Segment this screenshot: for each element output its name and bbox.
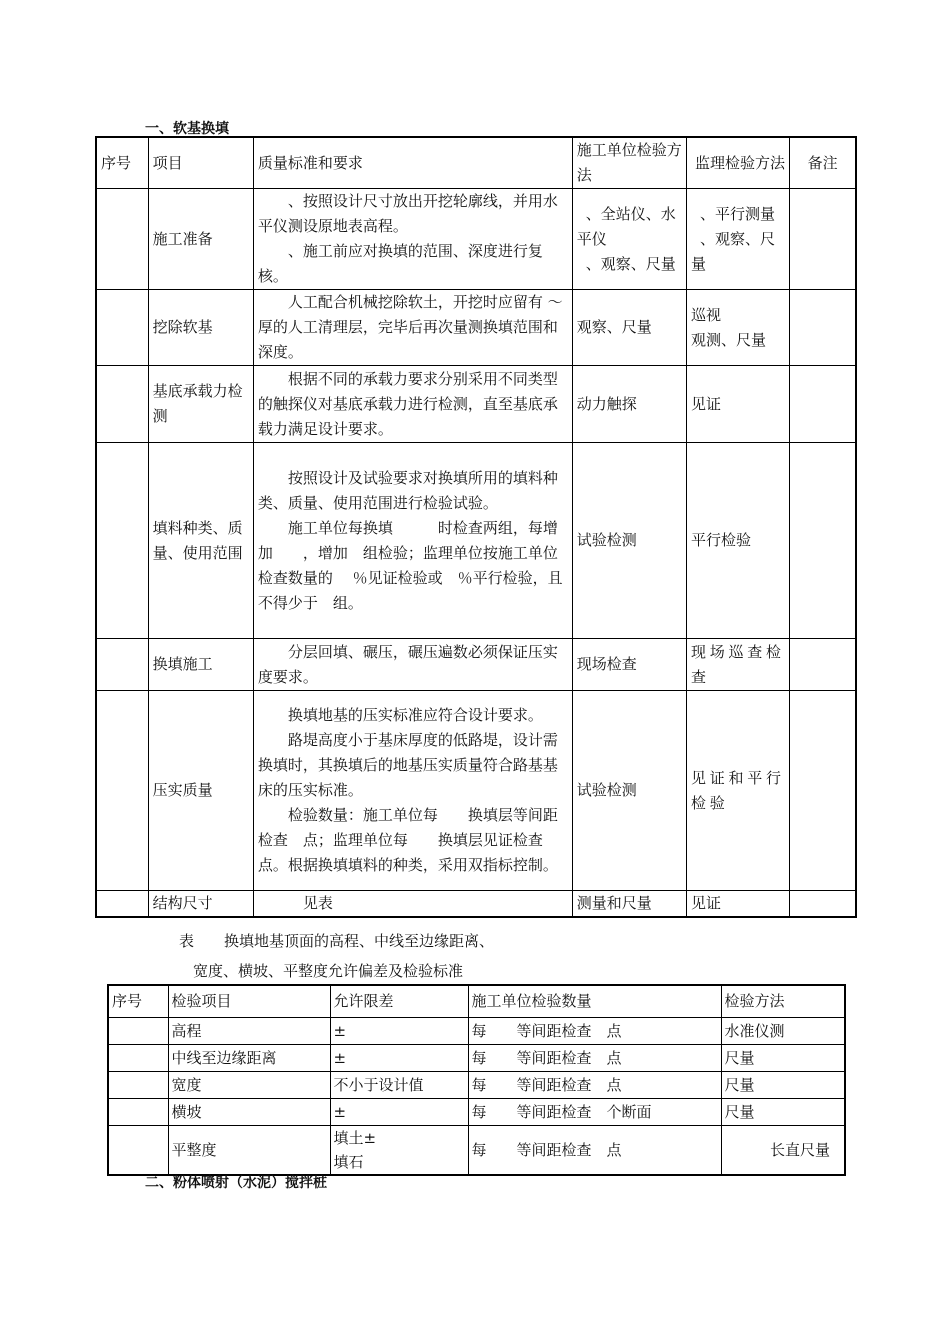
tolerance-line: 填土± (333, 1128, 377, 1147)
table-row (96, 366, 856, 443)
cell-contractor-method: 观察、尺量 (572, 290, 686, 366)
cell-tolerance (330, 1125, 468, 1175)
standard-para: 人工配合机械挖除软土，开挖时应留有 ～ 厚的人工清理层，完毕后再次量测换填范围和深度。 (257, 293, 563, 361)
header-no: 序号 (96, 137, 148, 189)
section-title-soft-foundation: 一、软基换填 (145, 121, 229, 137)
cell-standard (253, 691, 572, 891)
table-row (108, 1017, 845, 1044)
cell-item: 挖除软基 (148, 290, 253, 366)
cell-check-count: 每 等间距检查 点 (468, 1044, 721, 1071)
header-tolerance: 允许限差 (330, 985, 468, 1017)
cell-contractor-method: 动力触探 (572, 366, 686, 443)
cell-remark (790, 366, 856, 443)
cell-standard (253, 189, 572, 290)
table-row (108, 1044, 845, 1071)
cell-remark (790, 443, 856, 639)
cell-check-item: 平整度 (168, 1125, 330, 1175)
standard-para: 、按照设计尺寸放出开挖轮廓线，并用水平仪测设原地表高程。 (257, 192, 558, 235)
standard-para: 换填地基的压实标准应符合设计要求。 (287, 706, 543, 724)
cell-item: 施工准备 (148, 189, 253, 290)
cell-check-count: 每 等间距检查 点 (468, 1125, 721, 1175)
cell-check-item: 中线至边缘距离 (168, 1044, 330, 1071)
cell-no (96, 691, 148, 891)
cell-item: 压实质量 (148, 691, 253, 891)
cell-check-count: 每 等间距检查 个断面 (468, 1098, 721, 1125)
cell-standard (253, 366, 572, 443)
table-caption-line-2: 宽度、横坡、平整度允许偏差及检验标准 (193, 962, 464, 980)
cell-supervisor-method: 见证 (687, 366, 790, 443)
cell-contractor-method: 现场检查 (572, 639, 686, 691)
cell-no (96, 189, 148, 290)
cell-no (108, 1071, 168, 1098)
method-line: 、观察、尺量 (585, 254, 676, 273)
cell-contractor-method: 试验检测 (572, 443, 686, 639)
table-row (96, 290, 856, 366)
header-check-method: 检验方法 (721, 985, 845, 1017)
cell-supervisor-method: 现场巡查检查 (687, 639, 790, 691)
cell-item: 结构尺寸 (148, 891, 253, 918)
cell-item: 基底承载力检测 (148, 366, 253, 443)
cell-supervisor-method (687, 290, 790, 366)
section-title-powder-jet-pile: 二、粉体喷射（水泥）搅拌桩 (145, 1175, 327, 1191)
cell-no (108, 1017, 168, 1044)
cell-no (108, 1125, 168, 1175)
header-item: 项目 (148, 137, 253, 189)
cell-item: 填料种类、质量、使用范围 (148, 443, 253, 639)
header-no: 序号 (108, 985, 168, 1017)
table-row (96, 189, 856, 290)
cell-no (108, 1098, 168, 1125)
standard-para: 、施工前应对换填的范围、深度进行复核。 (257, 242, 543, 285)
cell-supervisor-method (687, 189, 790, 290)
table-caption-line-1: 表 换填地基顶面的高程、中线至边缘距离、 (179, 932, 495, 950)
cell-remark (790, 189, 856, 290)
standard-para: 分层回填、碾压，碾压遍数必须保证压实度要求。 (257, 642, 558, 686)
cell-supervisor-method: 平行检验 (687, 443, 790, 639)
cell-no (96, 891, 148, 918)
cell-no (96, 443, 148, 639)
method-line: 、平行测量 (700, 204, 776, 223)
method-line: 观测、尺量 (691, 330, 767, 349)
cell-standard (253, 639, 572, 691)
cell-remark (790, 290, 856, 366)
cell-no (96, 366, 148, 443)
header-check-item: 检验项目 (168, 985, 330, 1017)
standard-para: 见表 (302, 894, 333, 912)
cell-check-count: 每 等间距检查 点 (468, 1071, 721, 1098)
method-line: 、观察、尺量 (691, 229, 776, 273)
standard-para: 检验数量：施工单位每 换填层等间距检查 点；监理单位每 换填层见证检查 点。根据换填填料的种类，采用双指标控制。 (257, 806, 558, 874)
cell-check-method: 尺量 (721, 1044, 845, 1071)
cell-item: 换填施工 (148, 639, 253, 691)
table-header-row (96, 137, 856, 189)
header-standard: 质量标准和要求 (253, 137, 572, 189)
standard-para: 施工单位每换填 时检查两组，每增加 ，增加 组检验；监理单位按施工单位检查数量的 ％见证检验或 ％平行检验，且不得少于 组。 (257, 518, 563, 612)
cell-remark (790, 691, 856, 891)
cell-check-item: 宽度 (168, 1071, 330, 1098)
cell-supervisor-method: 见证和平行检验 (687, 691, 790, 891)
header-supervisor-method: 监理检验方法 (687, 137, 790, 189)
method-line: 、全站仪、水平仪 (576, 204, 676, 248)
cell-remark (790, 891, 856, 918)
method-line: 巡视 (691, 305, 722, 324)
table-row (108, 1125, 845, 1175)
tolerance-line: 填石 (333, 1152, 364, 1171)
table-row (96, 443, 856, 639)
table-row (108, 1071, 845, 1098)
header-check-count: 施工单位检验数量 (468, 985, 721, 1017)
table-row (108, 1098, 845, 1125)
cell-check-item: 高程 (168, 1017, 330, 1044)
table-row (96, 691, 856, 891)
table-header-row (108, 985, 845, 1017)
cell-check-method: 尺量 (721, 1098, 845, 1125)
cell-remark (790, 639, 856, 691)
standard-para: 按照设计及试验要求对换填所用的填料种类、质量、使用范围进行检验试验。 (257, 468, 558, 512)
header-remark: 备注 (790, 137, 856, 189)
cell-check-method: 长直尺量 (721, 1125, 845, 1175)
cell-check-method: 尺量 (721, 1071, 845, 1098)
cell-no (108, 1044, 168, 1071)
header-contractor-method: 施工单位检验方法 (572, 137, 686, 189)
tolerance-table (107, 984, 846, 1176)
cell-check-count: 每 等间距检查 点 (468, 1017, 721, 1044)
cell-standard (253, 443, 572, 639)
cell-contractor-method: 测量和尺量 (572, 891, 686, 918)
cell-no (96, 639, 148, 691)
quality-standard-table (95, 136, 857, 918)
cell-standard (253, 290, 572, 366)
cell-no (96, 290, 148, 366)
standard-para: 根据不同的承载力要求分别采用不同类型的触探仪对基底承载力进行检测，直至基底承载力满足设计要求。 (257, 369, 558, 438)
cell-contractor-method (572, 189, 686, 290)
standard-para: 路堤高度小于基床厚度的低路堤，设计需换填时，其换填后的地基压实质量符合路基基床的压实标准。 (257, 731, 558, 799)
cell-contractor-method: 试验检测 (572, 691, 686, 891)
cell-check-item: 横坡 (168, 1098, 330, 1125)
cell-tolerance: ± (330, 1044, 468, 1071)
cell-supervisor-method: 见证 (687, 891, 790, 918)
table-row (96, 891, 856, 918)
cell-tolerance: ± (330, 1017, 468, 1044)
cell-tolerance: ± (330, 1098, 468, 1125)
cell-standard (253, 891, 572, 918)
cell-check-method: 水准仪测 (721, 1017, 845, 1044)
cell-tolerance: 不小于设计值 (330, 1071, 468, 1098)
table-row (96, 639, 856, 691)
